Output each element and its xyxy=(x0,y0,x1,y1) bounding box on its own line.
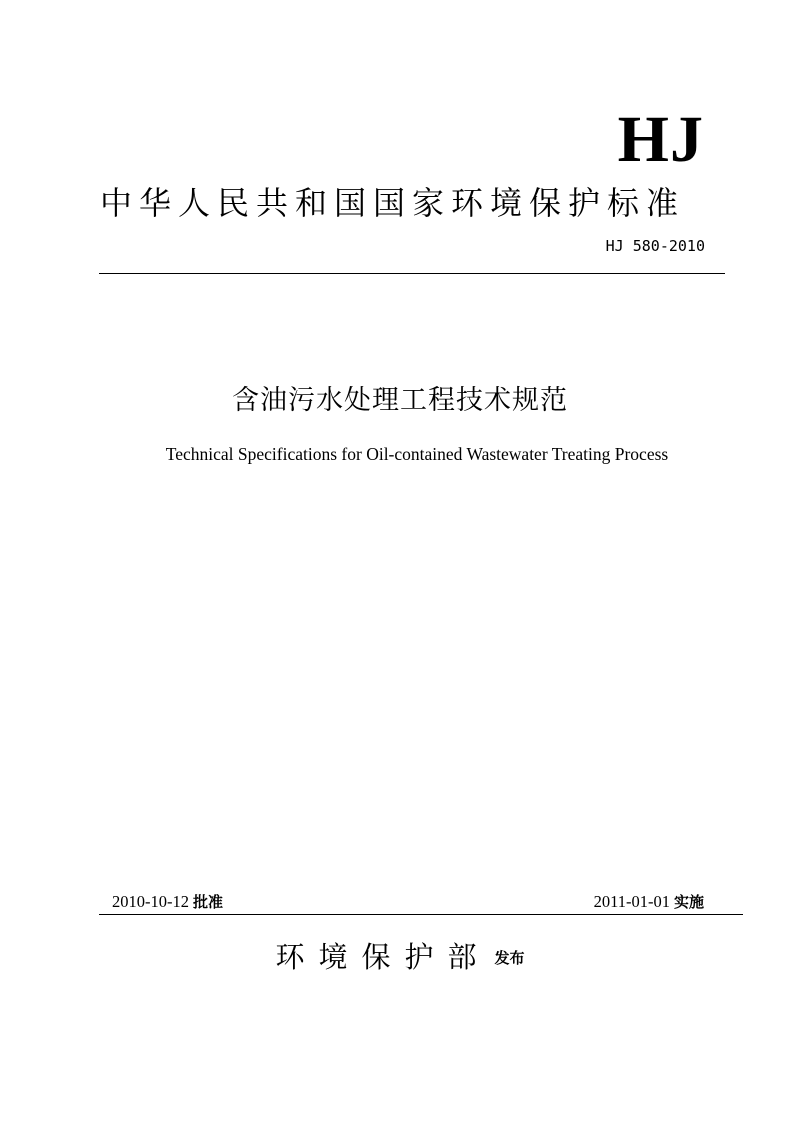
date-row xyxy=(112,890,704,914)
document-title-english: Technical Specifications for Oil-contained Wastewater Treating Process xyxy=(165,444,669,464)
standard-category-heading: 中华人民共和国国家环境保护标准 xyxy=(100,184,686,222)
effective-date: 2011-01-01 xyxy=(593,892,670,911)
approval-date-block xyxy=(112,890,223,914)
issuer-row xyxy=(0,936,800,978)
header-divider xyxy=(99,273,725,274)
issuer-action: 发布 xyxy=(494,948,525,967)
issuer-name: 环境保护部 xyxy=(275,940,491,974)
effective-date-block xyxy=(594,890,704,914)
document-title-chinese: 含油污水处理工程技术规范 xyxy=(232,385,568,416)
effective-label: 实施 xyxy=(673,893,704,911)
approval-label: 批准 xyxy=(193,893,224,911)
standard-code-logo: HJ xyxy=(617,103,704,176)
standard-number: HJ 580-2010 xyxy=(605,237,705,255)
approval-date: 2010-10-12 xyxy=(112,892,189,911)
footer-divider xyxy=(99,914,743,915)
